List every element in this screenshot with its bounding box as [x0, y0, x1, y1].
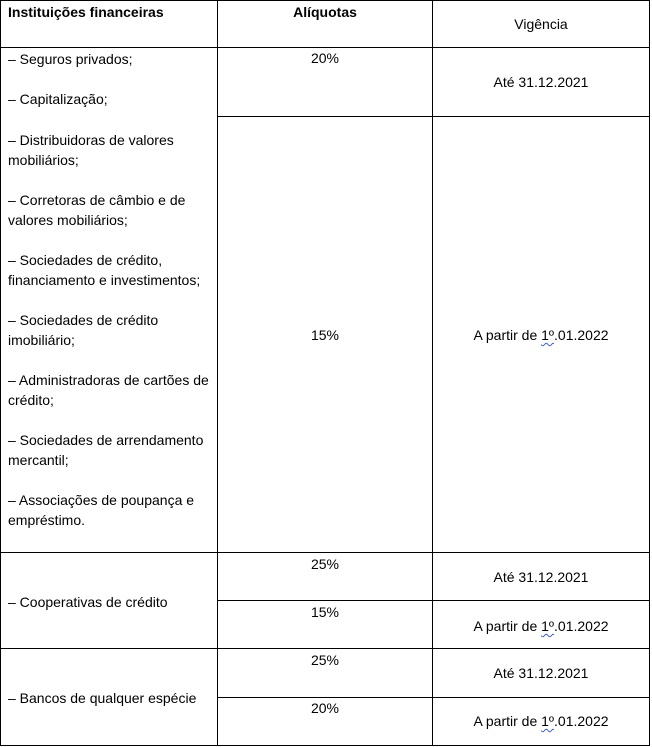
- rate-value: 15%: [310, 604, 340, 620]
- header-aliquotas: Alíquotas: [293, 4, 357, 20]
- border-bottom: [0, 745, 650, 746]
- institution-item: – Corretoras de câmbio e de valores mobiliários;: [8, 192, 186, 228]
- institution-item: – Capitalização;: [8, 91, 108, 107]
- validity-value: A partir de 1º.01.2022: [473, 713, 609, 729]
- validity-value: Até 31.12.2021: [493, 569, 589, 585]
- border-g3-split: [217, 600, 650, 601]
- rate-value: 25%: [310, 556, 340, 572]
- institution-item: – Administradoras de cartões de crédito;: [8, 372, 209, 408]
- border-left: [0, 0, 1, 746]
- institution-list: [8, 130, 212, 550]
- rate-value: 15%: [310, 327, 340, 343]
- border-right: [649, 0, 650, 746]
- institution-item: – Sociedades de arrendamento mercantil;: [8, 432, 204, 468]
- rate-value: 25%: [310, 652, 340, 668]
- border-g3: [0, 648, 650, 649]
- validity-value: A partir de 1º.01.2022: [473, 327, 609, 343]
- institution-item: – Sociedades de crédito, financiamento e investimentos;: [8, 252, 201, 288]
- rate-value: 20%: [310, 700, 340, 716]
- institution-item: – Sociedades de crédito imobiliário;: [8, 312, 159, 348]
- header-vigencia: Vigência: [514, 16, 568, 32]
- institution-item: – Bancos de qualquer espécie: [8, 690, 197, 706]
- institution-item: – Distribuidoras de valores mobiliários;: [8, 132, 174, 168]
- validity-value: Até 31.12.2021: [493, 74, 589, 90]
- institution-item: – Seguros privados;: [8, 51, 133, 67]
- institution-item: – Cooperativas de crédito: [8, 594, 168, 610]
- rate-value: 20%: [310, 50, 340, 66]
- border-g2: [0, 552, 650, 553]
- institution-item: – Associações de poupança e empréstimo.: [8, 492, 195, 528]
- border-top: [0, 0, 650, 1]
- border-g1-split: [217, 116, 650, 117]
- header-instituicoes: Instituições financeiras: [8, 4, 164, 20]
- border-col1: [217, 0, 218, 746]
- validity-value: A partir de 1º.01.2022: [473, 618, 609, 634]
- validity-value: Até 31.12.2021: [493, 665, 589, 681]
